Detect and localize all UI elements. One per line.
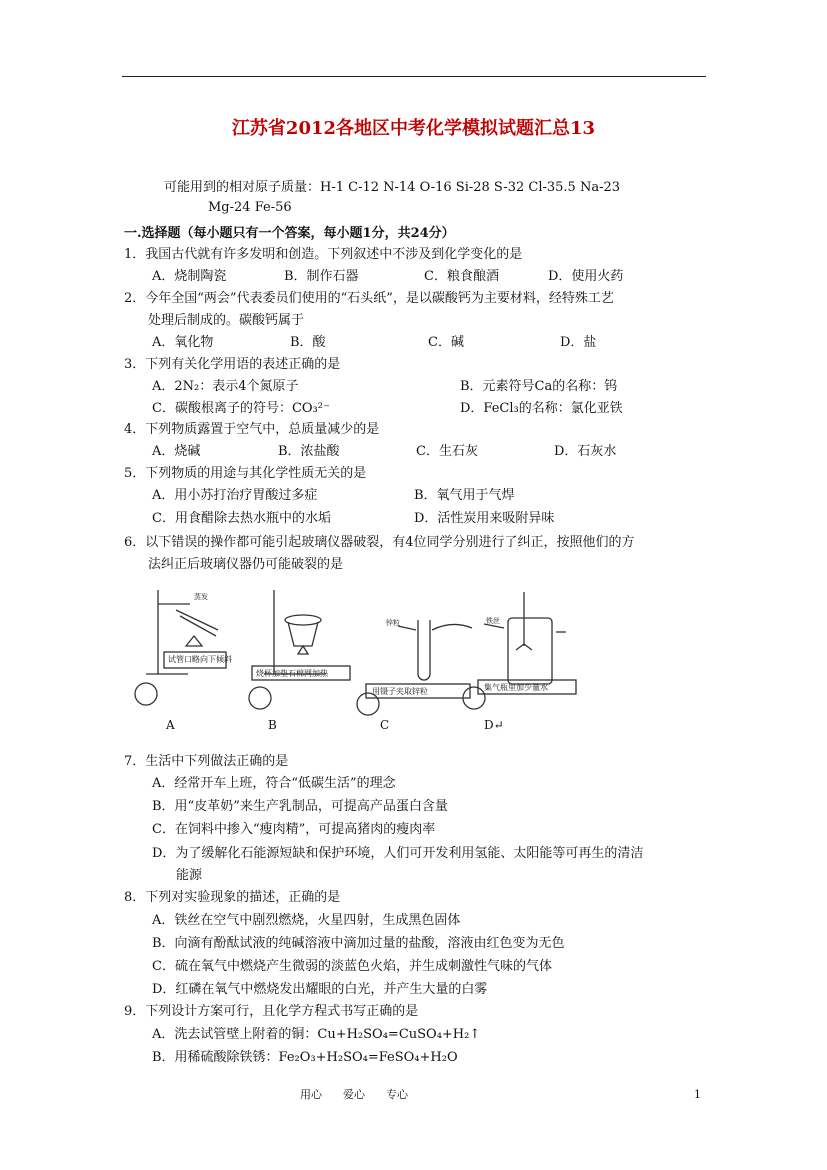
q2-option-b: B．酸 xyxy=(290,335,326,350)
q9-option-a: A．洗去试管壁上附着的铜：Cu+H₂SO₄=CuSO₄+H₂↑ xyxy=(152,1027,481,1042)
q6-stem-2: 法纠正后玻璃仪器仍可能破裂的是 xyxy=(148,557,344,572)
q1-stem: 1．我国古代就有许多发明和创造。下列叙述中不涉及到化学变化的是 xyxy=(124,247,523,262)
q6-apparatus-figure xyxy=(128,586,598,734)
q4-stem: 4．下列物质露置于空气中，总质量减少的是 xyxy=(124,422,380,437)
q3-option-c: C．碳酸根离子的符号：CO₃²⁻ xyxy=(152,401,330,416)
small-label-3: 铁丝 xyxy=(486,617,500,625)
q2-stem-2: 处理后制成的。碳酸钙属于 xyxy=(148,313,305,328)
q2-option-c: C．碱 xyxy=(428,335,464,350)
small-label-1: 蒸发 xyxy=(194,593,208,601)
q7-option-b: B．用“皮革奶”来生产乳制品，可提高产品蛋白含量 xyxy=(152,799,448,814)
footer-motto: 用心 爱心 专心 xyxy=(300,1088,408,1101)
q8-stem: 8．下列对实验现象的描述，正确的是 xyxy=(124,890,341,905)
q2-option-a: A．氧化物 xyxy=(152,335,214,350)
q6-stem-1: 6．以下错误的操作都可能引起玻璃仪器破裂，有4位同学分别进行了纠正，按照他们的方 xyxy=(124,535,635,550)
q7-stem: 7．生活中下列做法正确的是 xyxy=(124,754,289,769)
q1-option-c: C．粮食酿酒 xyxy=(424,269,499,284)
figure-label-a: A xyxy=(166,718,175,732)
figure-label-c: C xyxy=(380,718,390,732)
q3-option-b: B．元素符号Ca的名称：钨 xyxy=(460,379,618,394)
section-heading: 一.选择题（每小题只有一个答案，每小题1分，共24分） xyxy=(124,226,455,241)
q7-option-d-1: D．为了缓解化石能源短缺和保护环境，人们可开发利用氢能、太阳能等可再生的清洁 xyxy=(152,846,644,861)
q4-option-b: B．浓盐酸 xyxy=(278,444,340,459)
q1-option-b: B．制作石器 xyxy=(284,269,359,284)
q8-option-a: A．铁丝在空气中剧烈燃烧，火星四射，生成黑色固体 xyxy=(152,913,461,928)
q4-option-d: D．石灰水 xyxy=(554,444,617,459)
q9-option-b: B．用稀硫酸除铁锈：Fe₂O₃+H₂SO₄=FeSO₄+H₂O xyxy=(152,1050,458,1065)
small-label-2: 锌粒 xyxy=(386,619,400,627)
q4-option-a: A．烧碱 xyxy=(152,444,201,459)
header-rule xyxy=(122,76,706,77)
bubble-b-text: 烧杯加垫石棉网加热 xyxy=(256,669,328,678)
q9-stem: 9．下列设计方案可行，且化学方程式书写正确的是 xyxy=(124,1004,419,1019)
q1-option-a: A．烧制陶瓷 xyxy=(152,269,227,284)
q8-option-c: C．硫在氧气中燃烧产生微弱的淡蓝色火焰，并生成刺激性气味的气体 xyxy=(152,959,552,974)
q7-option-d-2: 能源 xyxy=(176,868,203,883)
bubble-a-text: 试管口略向下倾斜 xyxy=(168,655,232,664)
atomic-mass-line-1: 可能用到的相对原子质量：H-1 C-12 N-14 O-16 Si-28 S-32 Cl-35.5 Na-23 xyxy=(164,180,621,195)
q5-option-b: B．氧气用于气焊 xyxy=(414,488,515,503)
q7-option-a: A．经常开车上班，符合“低碳生活”的理念 xyxy=(152,776,396,791)
page-number: 1 xyxy=(694,1088,701,1101)
figure-label-b: B xyxy=(268,718,277,732)
q5-option-c: C．用食醋除去热水瓶中的水垢 xyxy=(152,511,331,526)
q5-option-d: D．活性炭用来吸附异味 xyxy=(414,511,555,526)
figure-label-d: D↵ xyxy=(484,718,504,732)
q8-option-b: B．向滴有酚酞试液的纯碱溶液中滴加过量的盐酸，溶液由红色变为无色 xyxy=(152,936,565,951)
bubble-c-text: 用镊子夹取锌粒 xyxy=(372,687,428,696)
q3-option-a: A．2N₂：表示4个氮原子 xyxy=(152,379,299,394)
q4-option-c: C．生石灰 xyxy=(416,444,478,459)
bubble-d-text: 集气瓶里加少量水 xyxy=(484,683,548,692)
q3-stem: 3．下列有关化学用语的表述正确的是 xyxy=(124,357,341,372)
q3-option-d: D．FeCl₃的名称：氯化亚铁 xyxy=(460,401,623,416)
page-title: 江苏省2012各地区中考化学模拟试题汇总13 xyxy=(231,118,596,139)
q8-option-d: D．红磷在氧气中燃烧发出耀眼的白光，并产生大量的白雾 xyxy=(152,982,488,997)
q2-option-d: D．盐 xyxy=(560,335,597,350)
atomic-mass-line-2: Mg-24 Fe-56 xyxy=(208,200,292,215)
q5-stem: 5．下列物质的用途与其化学性质无关的是 xyxy=(124,466,367,481)
q5-option-a: A．用小苏打治疗胃酸过多症 xyxy=(152,488,318,503)
q2-stem-1: 2．今年全国“两会”代表委员们使用的“石头纸”，是以碳酸钙为主要材料，经特殊工艺 xyxy=(124,291,614,306)
q1-option-d: D．使用火药 xyxy=(548,269,624,284)
q7-option-c: C．在饲料中掺入“瘦肉精”，可提高猪肉的瘦肉率 xyxy=(152,822,436,837)
